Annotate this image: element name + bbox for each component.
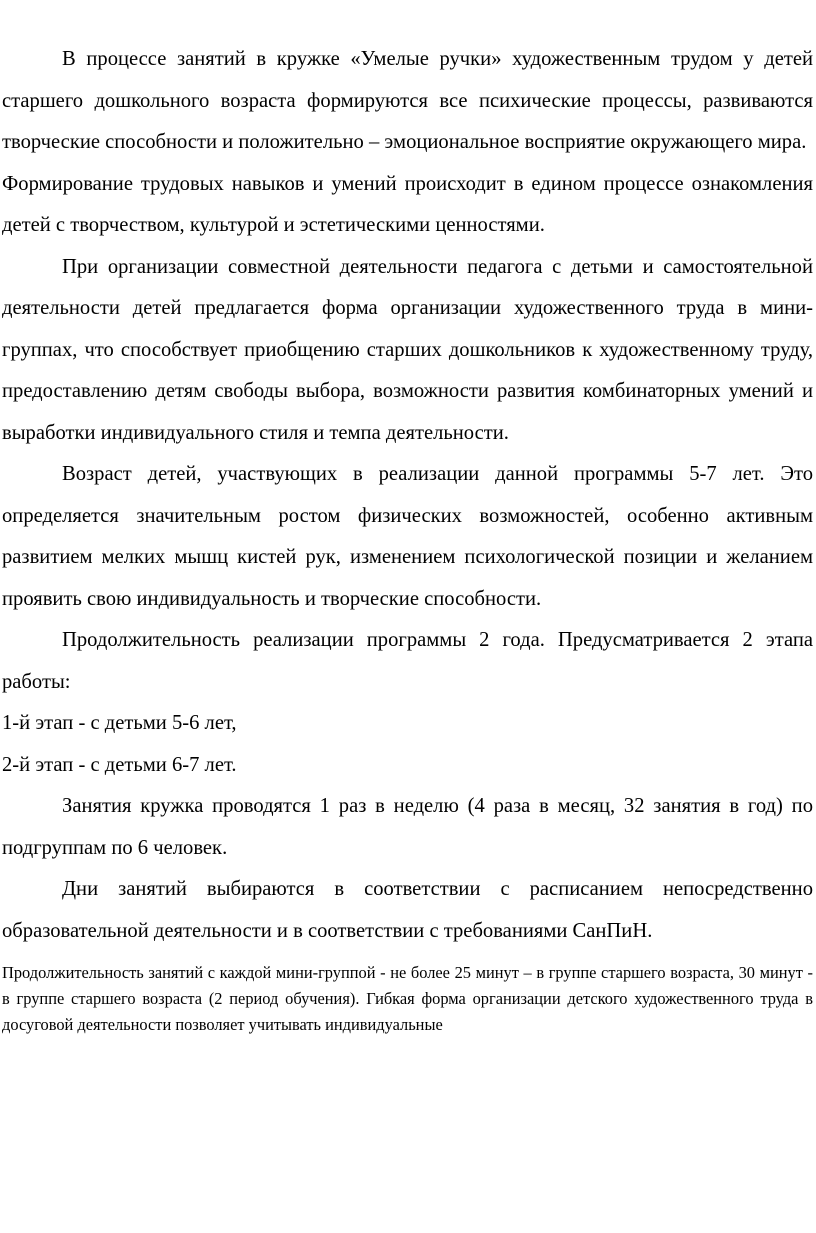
paragraph-skills: Формирование трудовых навыков и умений происходит в едином процессе ознакомления детей с творчеством, культурой и эстетическими ценностями. <box>2 172 813 236</box>
paragraph-intro: В процессе занятий в кружке «Умелые ручки» художественным трудом у детей старшего дошкольного возраста формируются все психические процессы, развиваются творческие способности и положительно – эмоциональное восприятие окружающего мира. <box>2 48 813 153</box>
paragraph-days: Дни занятий выбираются в соответствии с расписанием непосредственно образовательной деятельности и в соответствии с требованиями СанПиН. <box>2 878 813 942</box>
paragraph-schedule: Занятия кружка проводятся 1 раз в неделю (4 раза в месяц, 32 занятия в год) по подгруппам по 6 человек. <box>2 795 813 859</box>
paragraph-stage-1: 1-й этап - с детьми 5-6 лет, <box>2 712 237 734</box>
paragraph-stage-2: 2-й этап - с детьми 6-7 лет. <box>2 753 237 776</box>
paragraph-organization: При организации совместной деятельности педагога с детьми и самостоятельной деятельности детей предлагается форма организации художественного труда в мини-группах, что способствует приобщению старших дошкольников к художественному труду, предоставлению детям свободы выбора, возможности развития комбинаторных умений и выработки индивидуального стиля и темпа деятельности. <box>2 255 813 444</box>
paragraph-duration: Продолжительность реализации программы 2 года. Предусматривается 2 этапа работы: <box>2 629 813 693</box>
paragraph-age: Возраст детей, участвующих в реализации данной программы 5-7 лет. Это определяется значительным ростом физических возможностей, особенно активным развитием мелких мышц кистей рук, изменением психологической позиции и желанием проявить свою индивидуальность и творческие способности. <box>2 463 813 610</box>
paragraph-small-duration: Продолжительность занятий с каждой мини-группой - не более 25 минут – в группе старшего возраста, 30 минут - в группе старшего возраста (2 период обучения). Гибкая форма организации детского художественного труда в досуговой деятельности позволяет учитывать индивидуальные <box>2 963 813 1034</box>
